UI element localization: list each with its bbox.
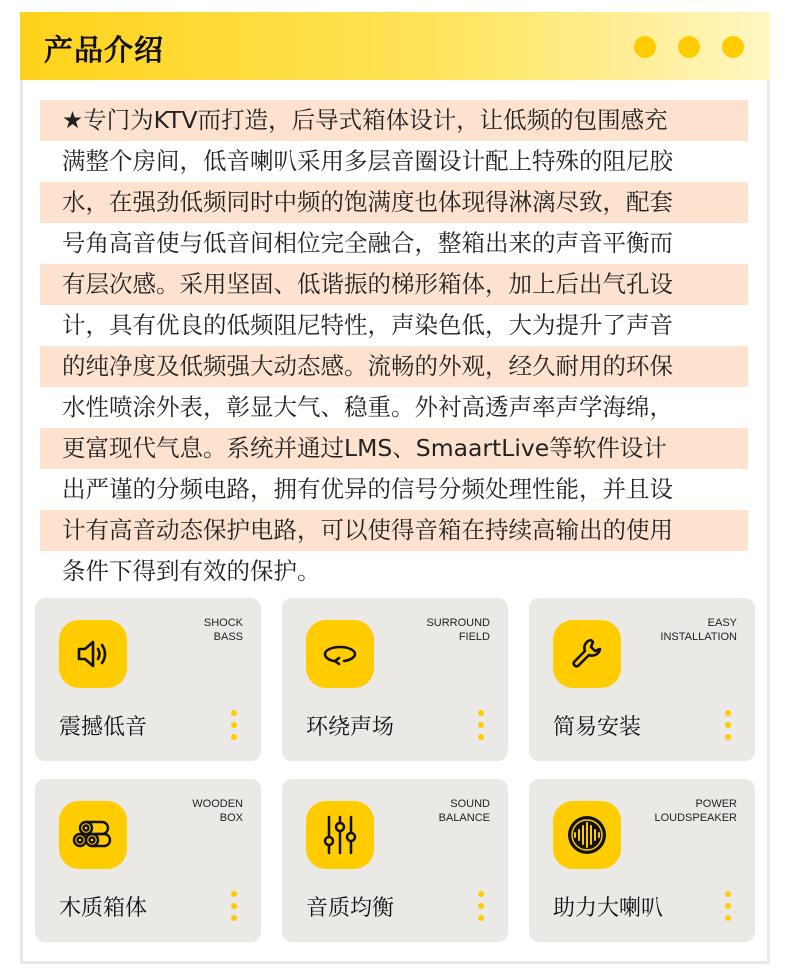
feature-en-label: SHOCK BASS xyxy=(203,617,243,643)
sound-wave-icon xyxy=(553,801,621,869)
feature-card-sound-balance xyxy=(282,779,508,942)
feature-cn-label: 简易安装 xyxy=(553,715,642,740)
feature-card-power-loudspeaker xyxy=(529,779,755,942)
feature-cn-label: 震撼低音 xyxy=(59,715,148,740)
intro-line: ★专门为KTV而打造，后导式箱体设计，让低频的包围感充 xyxy=(40,100,748,141)
equalizer-icon xyxy=(306,801,374,869)
intro-line: 满整个房间，低音喇叭采用多层音圈设计配上特殊的阻尼胶 xyxy=(62,147,673,175)
intro-line: 水，在强劲低频同时中频的饱满度也体现得淋漓尽致，配套 xyxy=(40,182,748,223)
feature-card-easy-installation xyxy=(529,598,755,761)
feature-en-label: EASY INSTALLATION xyxy=(660,617,737,643)
feature-en-label: WOODEN BOX xyxy=(192,798,243,824)
feature-cn-label: 助力大喇叭 xyxy=(553,896,664,921)
intro-line: 的纯净度及低频强大动态感。流畅的外观，经久耐用的环保 xyxy=(40,346,748,387)
surround-icon xyxy=(306,620,374,688)
feature-en-label: SURROUND FIELD xyxy=(426,617,490,643)
wrench-icon xyxy=(553,620,621,688)
header-dots xyxy=(634,36,744,58)
speaker-icon xyxy=(59,620,127,688)
dot-icon xyxy=(722,36,744,58)
feature-en-label: POWER LOUDSPEAKER xyxy=(654,798,737,824)
feature-card-surround-field xyxy=(282,598,508,761)
intro-line: 水性喷涂外表，彰显大气、稳重。外衬高透声率声学海绵， xyxy=(62,393,673,421)
feature-card-wooden-box xyxy=(35,779,261,942)
feature-en-label: SOUND BALANCE xyxy=(438,798,490,824)
wood-logs-icon xyxy=(59,801,127,869)
more-dots-icon[interactable] xyxy=(725,891,731,921)
intro-line: 更富现代气息。系统并通过LMS、SmaartLive等软件设计 xyxy=(40,428,748,469)
feature-cn-label: 木质箱体 xyxy=(59,896,148,921)
intro-text xyxy=(40,100,748,592)
more-dots-icon[interactable] xyxy=(478,710,484,740)
intro-line: 有层次感。采用坚固、低谐振的梯形箱体，加上后出气孔设 xyxy=(40,264,748,305)
intro-line: 条件下得到有效的保护。 xyxy=(62,557,321,585)
intro-line: 号角高音使与低音间相位完全融合，整箱出来的声音平衡而 xyxy=(62,229,673,257)
more-dots-icon[interactable] xyxy=(725,710,731,740)
feature-card-shock-bass xyxy=(35,598,261,761)
section-title: 产品介绍 xyxy=(44,33,165,67)
more-dots-icon[interactable] xyxy=(478,891,484,921)
dot-icon xyxy=(678,36,700,58)
intro-line: 计有高音动态保护电路，可以使得音箱在持续高输出的使用 xyxy=(40,510,748,551)
feature-cn-label: 音质均衡 xyxy=(306,896,395,921)
intro-line: 出严谨的分频电路，拥有优异的信号分频处理性能，并且设 xyxy=(62,475,673,503)
more-dots-icon[interactable] xyxy=(231,891,237,921)
dot-icon xyxy=(634,36,656,58)
more-dots-icon[interactable] xyxy=(231,710,237,740)
feature-cn-label: 环绕声场 xyxy=(306,715,395,740)
intro-line: 计，具有优良的低频阻尼特性，声染色低，大为提升了声音 xyxy=(62,311,673,339)
section-header xyxy=(20,12,770,80)
